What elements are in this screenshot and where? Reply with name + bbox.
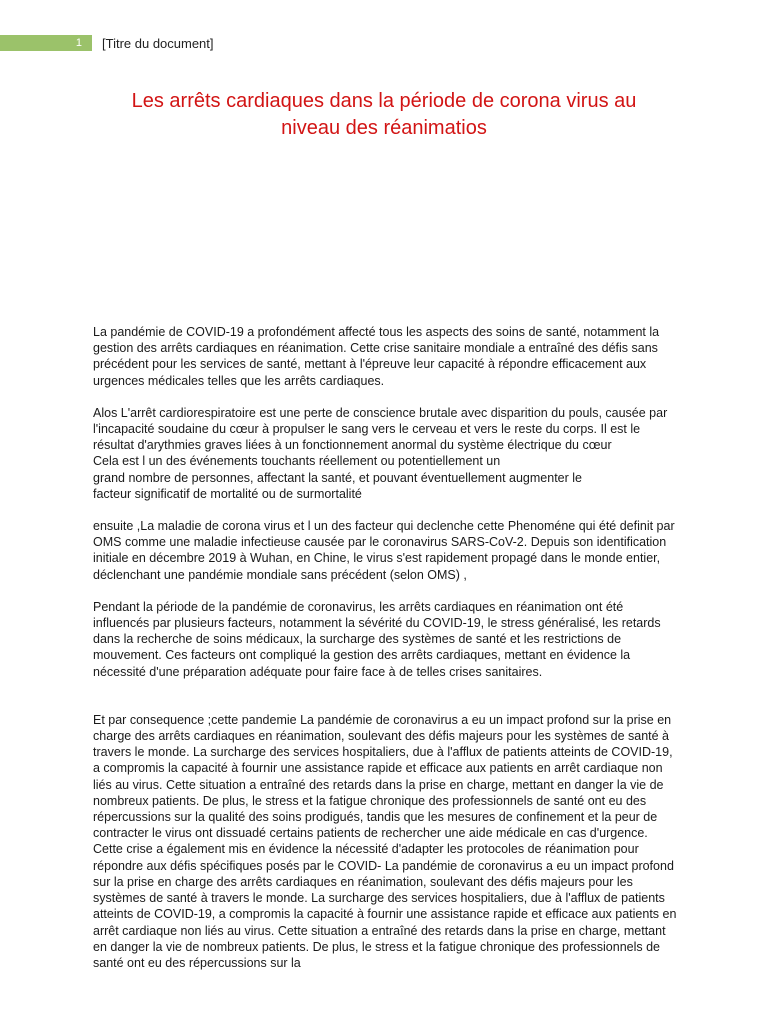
paragraph-5: Et par consequence ;cette pandemie La pandémie de coronavirus a eu un impact profond sur la prise en charge des arrêts cardiaques en réanimation, soulevant des défis majeurs pour les systèmes de santé à travers le monde. La surcharge des services hospitaliers, due à l'afflux de patients atteints de COVID-19, a compromis la capacité à fournir une assistance rapide et efficace aux patients en arrêt cardiaque non liés au virus. Cette situation a entraîné des retards dans la prise en charge, mettant en danger la vie de nombreux patients. De plus, le stress et la fatigue chronique des professionnels de santé ont eu des répercussions sur la qualité des soins prodigués, tandis que les mesures de confinement et la peur de contracter le virus ont dissuadé certains patients de rechercher une aide médicale en cas d'urgence. Cette crise a également mis en évidence la nécessité d'adapter les protocoles de réanimation pour répondre aux défis spécifiques posés par le COVID- La pandémie de coronavirus a eu un impact profond sur la prise en charge des arrêts cardiaques en réanimation, soulevant des défis majeurs pour les systèmes de santé à travers le monde. La surcharge des services hospitaliers, due à l'afflux de patients atteints de COVID-19, a compromis la capacité à fournir une assistance rapide et efficace aux patients en arrêt cardiaque non liés au virus. Cette situation a entraîné des retards dans la prise en charge, mettant en danger la vie de nombreux patients. De plus, le stress et la fatigue chronique des professionnels de santé ont eu des répercussions sur la [93,712,677,970]
page-number: 1 [75,37,82,49]
paragraph-2 [93,405,677,502]
document-title [92,88,676,142]
paragraph-2-line: grand nombre de personnes, affectant la santé, et pouvant éventuellement augmenter le [93,470,582,485]
paragraph-2-line: Cela est l un des événements touchants réellement ou potentiellement un [93,454,501,469]
document-body [93,324,677,971]
page-number-badge [0,35,92,51]
header-document-title: [Titre du document] [102,36,214,51]
paragraph-2-line: facteur significatif de mortalité ou de surmortalité [93,486,362,501]
title-line-1: Les arrêts cardiaques dans la période de corona virus au [131,90,637,112]
paragraph-1: La pandémie de COVID-19 a profondément affecté tous les aspects des soins de santé, notamment la gestion des arrêts cardiaques en réanimation. Cette crise sanitaire mondiale a entraîné des défis sans précédent pour les services de santé, mettant à l'épreuve leur capacité à répondre efficacement aux urgences médicales telles que les arrêts cardiaques. [93,325,660,388]
paragraph-2-line: Alos L'arrêt cardiorespiratoire est une perte de conscience brutale avec disparition du pouls, causée par l'incapacité soudaine du cœur à propulser le sang vers le cerveau et vers le reste du corps. Il est le résultat d'arythmies graves liées à un fonctionnement anormal du système électrique du cœur [93,405,668,453]
paragraph-4: Pendant la période de la pandémie de coronavirus, les arrêts cardiaques en réanimation ont été influencés par plusieurs facteurs, notamment la sévérité du COVID-19, le stress généralisé, les retards dans la recherche de soins médicaux, la surcharge des systèmes de santé et les restrictions de mouvement. Ces facteurs ont compliqué la gestion des arrêts cardiaques, mettant en évidence la nécessité d'une préparation adéquate pour faire face à de telles crises sanitaires. [93,599,661,679]
title-line-2: niveau des réanimatios [281,117,487,139]
paragraph-3: ensuite ,La maladie de corona virus et l un des facteur qui declenche cette Phenoméne qui été definit par OMS comme une maladie infectieuse causée par le coronavirus SARS-CoV-2. Depuis son identification initiale en décembre 2019 à Wuhan, en Chine, le virus s'est rapidement propagé dans le monde entier, déclenchant une pandémie mondiale sans précédent (selon OMS) , [93,519,675,582]
